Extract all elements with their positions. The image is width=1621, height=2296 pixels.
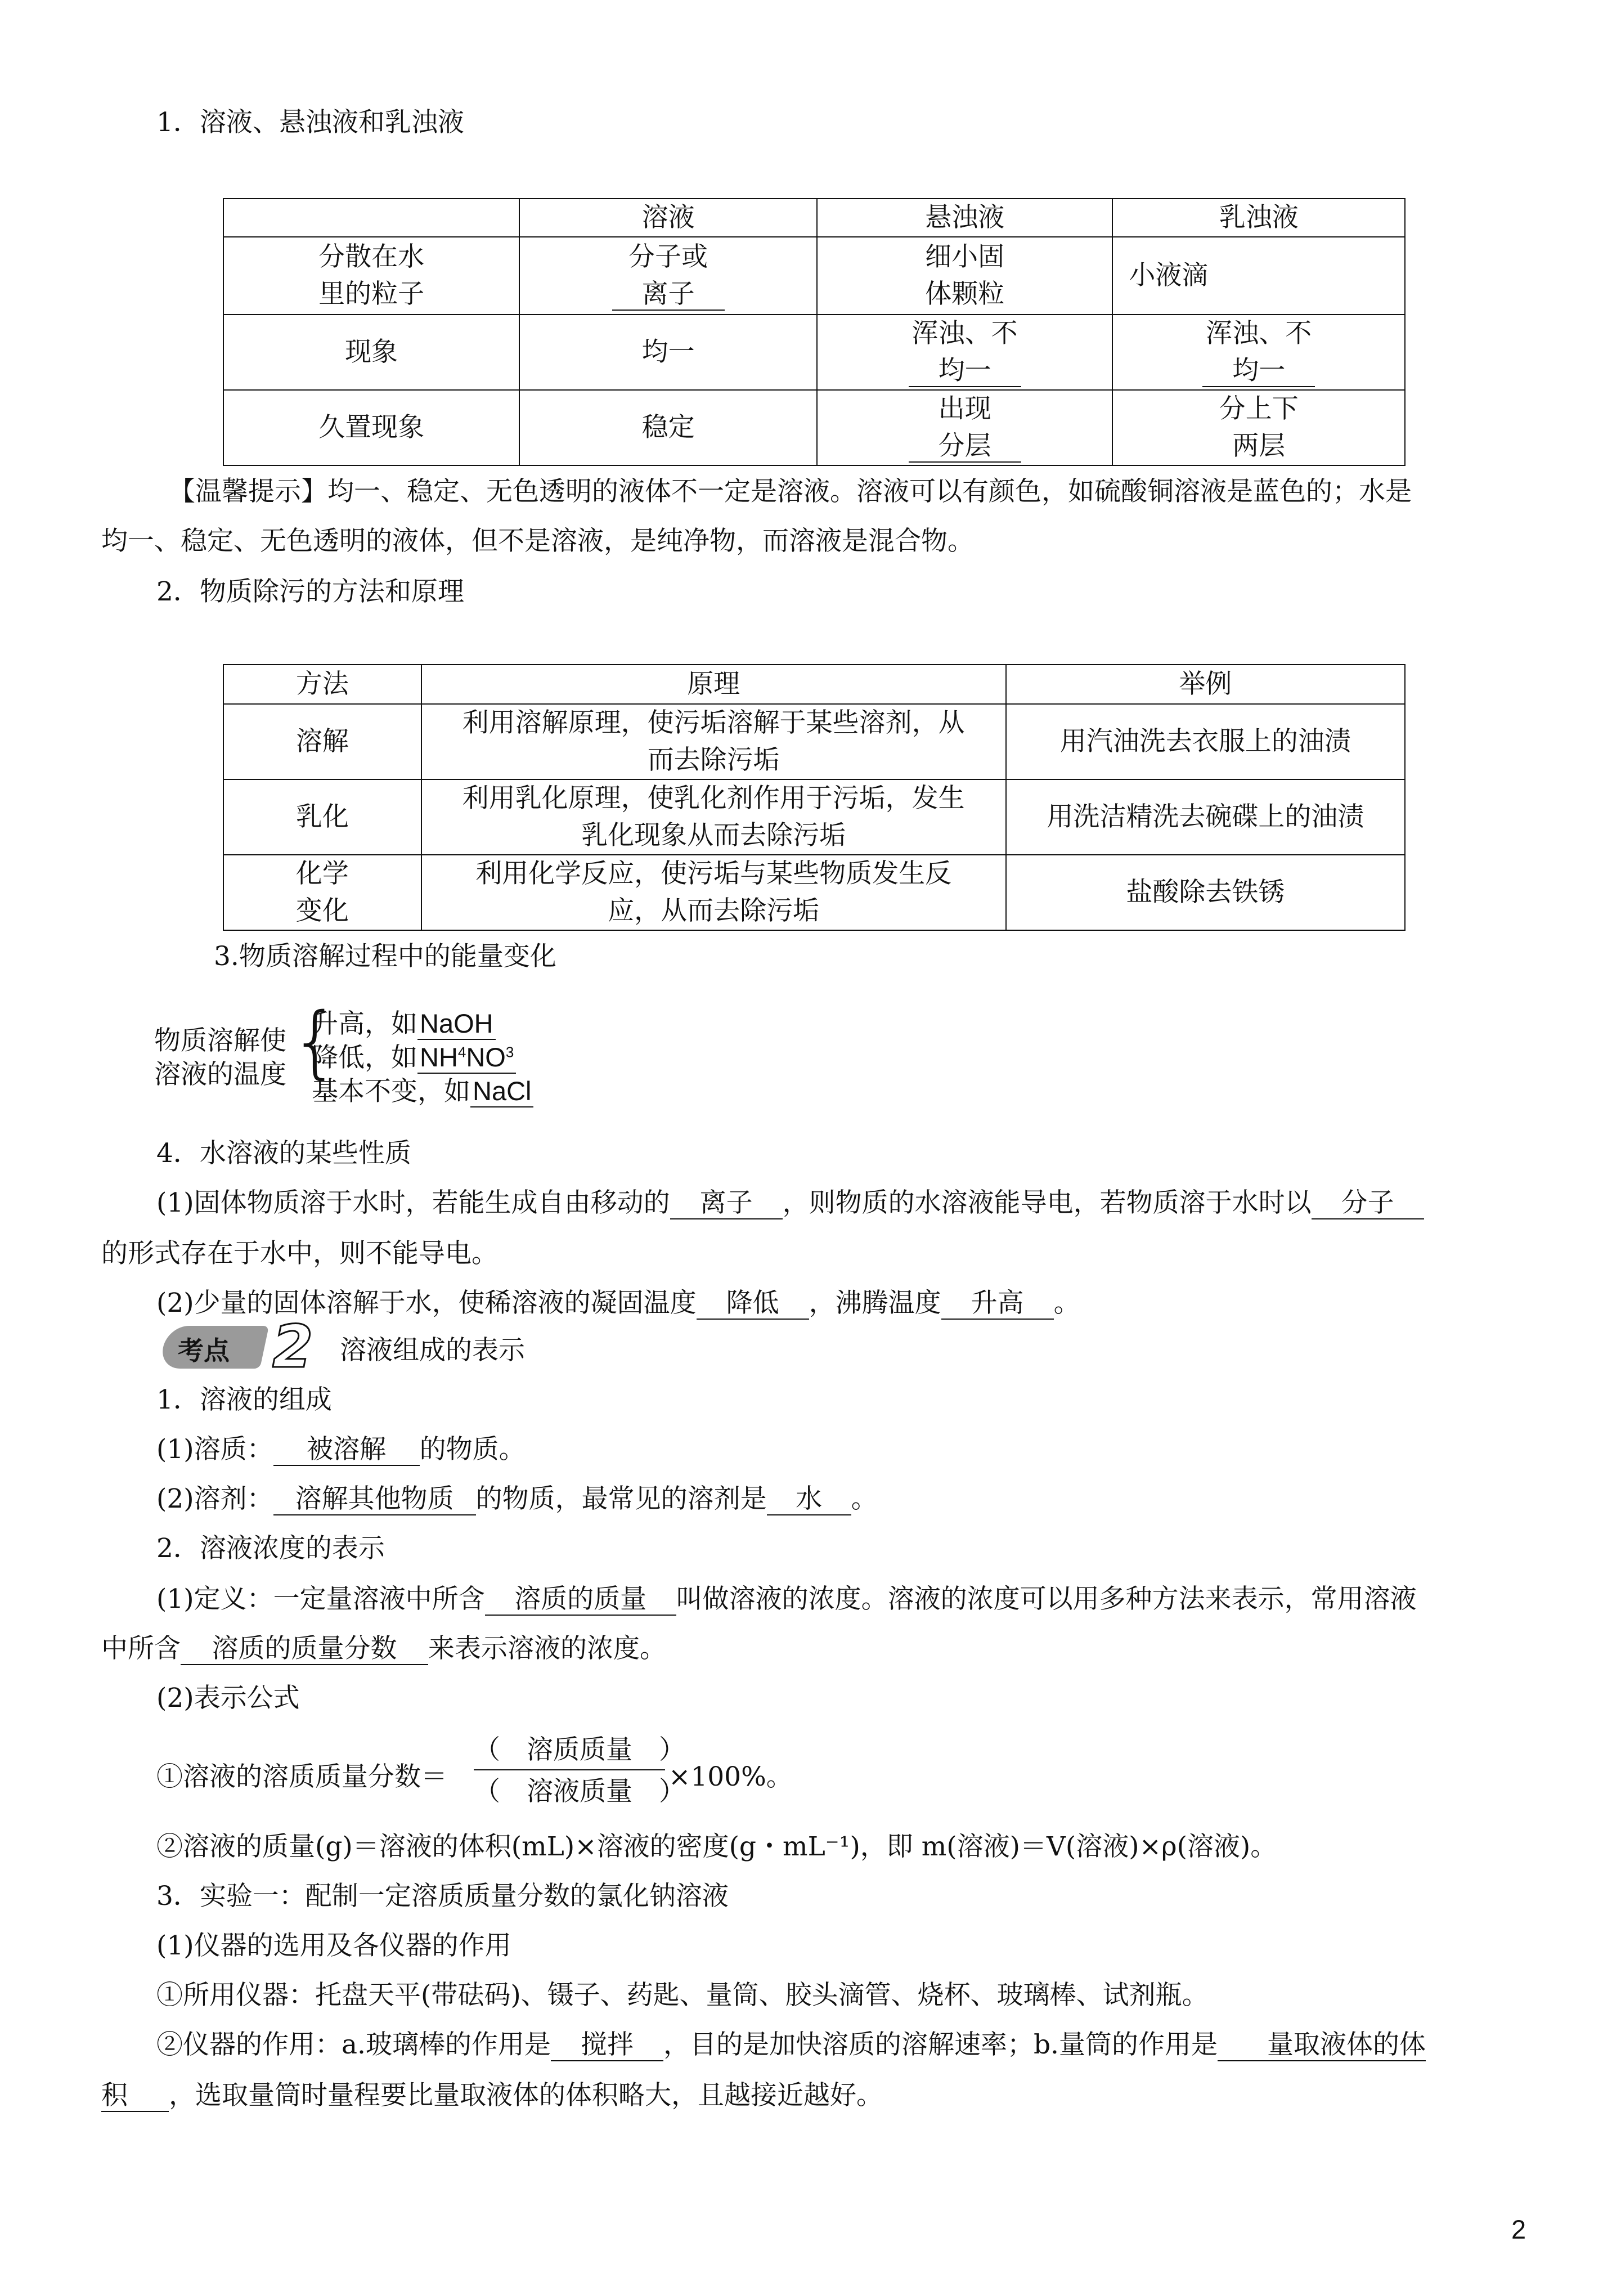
cell-principle-chemical: 利用化学反应，使污垢与某些物质发生反 应，从而去除污垢 [421,855,1006,930]
table-header-example: 举例 [1006,665,1405,704]
tip-line-1: 【温馨提示】均一、稳定、无色透明的液体不一定是溶液。溶液可以有颜色，如硫酸铜溶液是蓝色的；水是 [169,476,1412,507]
energy-same: 基本不变，如NaCl [312,1076,533,1107]
tip-line-2: 均一、稳定、无色透明的液体，但不是溶液，是纯净物，而溶液是混合物。 [101,526,974,557]
answer-blank: 均一 [909,356,1021,387]
cell-principle-dissolve: 利用溶解原理，使污垢溶解于某些溶剂，从 而去除污垢 [421,704,1006,779]
answer-blank: 离子 [670,1188,783,1219]
table-header-solution: 溶液 [519,199,817,237]
row-label-standing: 久置现象 [223,390,519,465]
cell-method-dissolve: 溶解 [223,704,421,779]
section-1-title: 1．溶液、悬浊液和乳浊液 [156,107,464,138]
energy-label-line-2: 溶液的温度 [154,1059,286,1090]
table-header-emulsion: 乳浊液 [1112,199,1405,237]
answer-blank: 量取液体的体 [1218,2030,1426,2061]
k3-instruments-title: (1)仪器的选用及各仪器的作用 [156,1930,511,1961]
answer-blank: 被溶解 [273,1434,420,1466]
stain-removal-table [223,664,1406,931]
cell-principle-emulsify: 利用乳化原理，使乳化剂作用于污垢，发生 乳化现象从而去除污垢 [421,779,1006,855]
k2-formula-title: (2)表示公式 [156,1683,300,1714]
cell-example-emulsify: 用洗洁精洗去碗碟上的油渍 [1006,779,1405,855]
cell-suspension-standing: 出现 分层 [817,390,1113,465]
answer-blank: 分层 [909,431,1021,463]
k1-solvent: (2)溶剂： 溶解其他物质 的物质，最常见的溶剂是 水 。 [156,1483,878,1515]
answer-blank: 离子 [612,279,725,311]
table-header-method: 方法 [223,665,421,704]
s4-paragraph-2: (2)少量的固体溶解于水，使稀溶液的凝固温度 降低 ，沸腾温度 升高 。 [156,1288,1080,1320]
cell-emulsion-particles: 小液滴 [1112,237,1405,315]
table-header-empty [223,199,519,237]
answer-blank: 溶质的质量分数 [181,1634,428,1665]
left-brace: { [290,996,341,1088]
s4-paragraph-1-cont: 的形式存在于水中，则不能导电。 [101,1238,498,1269]
answer-blank: 溶质的质量 [485,1584,676,1616]
page-number: 2 [1511,2214,1526,2244]
answer-blank: 积 [101,2080,169,2112]
k1-title: 1．溶液的组成 [156,1384,332,1415]
energy-label-line-1: 物质溶解使 [154,1025,286,1056]
cell-emulsion-standing: 分上下 两层 [1112,390,1405,465]
energy-rise: 升高，如NaOH [312,1008,496,1040]
k3-instrument-roles: ②仪器的作用：a.玻璃棒的作用是 搅拌 ，目的是加快溶质的溶解速率；b.量筒的作用是 量取液体的体 [156,2029,1426,2061]
fraction-denominator: （ 溶液质量 ） [474,1776,685,1807]
section-4-title: 4．水溶液的某些性质 [156,1138,411,1169]
answer-blank: 升高 [941,1288,1054,1320]
cell-solution-phenomenon: 均一 [519,315,817,390]
answer-blank: 溶解其他物质 [273,1484,476,1515]
fraction-bar [474,1769,665,1770]
fraction-numerator: （ 溶质质量 ） [474,1734,685,1765]
k3-instrument-roles-cont: 积 ，选取量筒时量程要比量取液体的体积略大，且越接近越好。 [101,2080,883,2112]
answer-blank: 均一 [1202,356,1315,387]
k3-title: 3．实验一：配制一定溶质质量分数的氯化钠溶液 [156,1881,729,1912]
answer-blank: NaOH [417,1008,496,1040]
answer-blank: 水 [767,1484,851,1515]
cell-example-dissolve: 用汽油洗去衣服上的油渍 [1006,704,1405,779]
solution-comparison-table [223,198,1406,466]
cell-suspension-particles: 细小固 体颗粒 [817,237,1113,315]
cell-emulsion-phenomenon: 浑浊、不 均一 [1112,315,1405,390]
row-label-particles: 分散在水 里的粒子 [223,237,519,315]
k2-definition-cont: 中所含 溶质的质量分数 来表示溶液的浓度。 [101,1633,666,1665]
kaodian-title: 溶液组成的表示 [340,1335,525,1366]
s4-paragraph-1: (1)固体物质溶于水时，若能生成自由移动的 离子 ，则物质的水溶液能导电，若物质溶于水时以 分子 [156,1187,1424,1219]
cell-method-chemical: 化学 变化 [223,855,421,930]
section-2-title: 2．物质除污的方法和原理 [156,576,464,607]
cell-suspension-phenomenon: 浑浊、不 均一 [817,315,1113,390]
formula-1-left: ①溶液的溶质质量分数＝ [156,1761,447,1792]
answer-blank: 降低 [697,1288,809,1320]
cell-solution-particles: 分子或 离子 [519,237,817,315]
table-header-principle: 原理 [421,665,1006,704]
energy-drop: 降低，如$NH^4NO^3$ [312,1042,516,1074]
formula-1-right: ×100%。 [668,1761,793,1792]
k2-title: 2．溶液浓度的表示 [156,1533,385,1564]
k3-instruments-list: ①所用仪器：托盘天平(带砝码)、镊子、药匙、量筒、胶头滴管、烧杯、玻璃棒、试剂瓶。 [156,1980,1209,2011]
table-header-suspension: 悬浊液 [817,199,1113,237]
k1-solute: (1)溶质： 被溶解 的物质。 [156,1434,526,1466]
cell-example-chemical: 盐酸除去铁锈 [1006,855,1405,930]
formula-2: ②溶液的质量(g)＝溶液的体积(mL)×溶液的密度(g・mL⁻¹)，即 m(溶液)＝V(溶液)×ρ(溶液)。 [156,1831,1277,1862]
answer-blank: 搅拌 [551,2030,663,2061]
cell-solution-standing: 稳定 [519,390,817,465]
answer-blank: NaCl [470,1076,533,1107]
answer-blank: 分子 [1312,1188,1424,1219]
kaodian-label: 考点 [178,1335,230,1366]
formula-1-fraction [474,1734,685,1808]
row-label-phenomenon: 现象 [223,315,519,390]
kaodian-number: 2 [272,1312,313,1381]
answer-blank: $NH^4NO^3$ [417,1042,516,1074]
k2-definition: (1)定义：一定量溶液中所含 溶质的质量 叫做溶液的浓度。溶液的浓度可以用多种方法来表示，常用溶液 [156,1584,1417,1616]
cell-method-emulsify: 乳化 [223,779,421,855]
section-3-title: 3.物质溶解过程中的能量变化 [214,941,556,972]
